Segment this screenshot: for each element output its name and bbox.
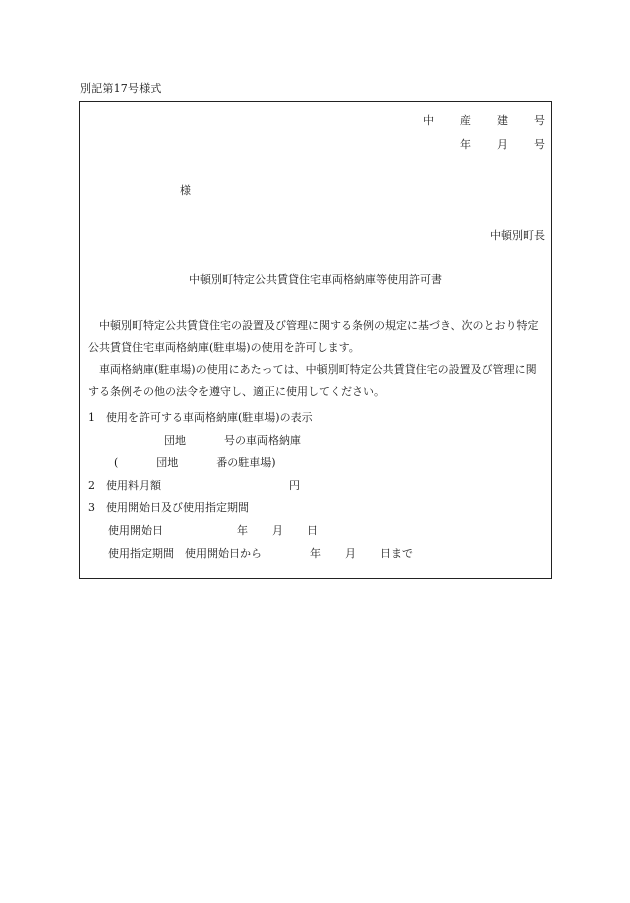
item-1-heading: 1 使用を許可する車両格納庫(駐車場)の表示 bbox=[88, 411, 313, 424]
end-date-month: 月 bbox=[345, 547, 356, 560]
form-number-label: 別記第17号様式 bbox=[80, 82, 162, 95]
body-paragraph-1: 中頓別町特定公共賃貸住宅の設置及び管理に関する条例の規定に基づき、次のとおり特定公共賃貸住宅車両格納庫(駐車場)の使用を許可します。 bbox=[88, 319, 539, 354]
issue-date-line bbox=[460, 136, 545, 152]
garage-line bbox=[164, 432, 301, 448]
reference-char-1: 中 bbox=[423, 114, 434, 127]
issue-date-day: 号 bbox=[534, 138, 545, 151]
parking-suffix: 番の駐車場) bbox=[216, 456, 276, 469]
monthly-fee-unit: 円 bbox=[289, 479, 300, 492]
start-date-year: 年 bbox=[237, 524, 248, 537]
permit-document-frame bbox=[79, 101, 552, 579]
reference-char-3: 建 bbox=[497, 114, 508, 127]
start-date-month: 月 bbox=[272, 524, 283, 537]
issue-date-year: 年 bbox=[460, 138, 471, 151]
garage-suffix: 号の車両格納庫 bbox=[224, 434, 301, 447]
end-date-day: 日まで bbox=[380, 547, 413, 560]
parking-danchi-label: 団地 bbox=[156, 456, 179, 469]
start-date-day: 日 bbox=[307, 524, 318, 537]
reference-char-2: 産 bbox=[460, 114, 471, 127]
reference-char-4: 号 bbox=[534, 114, 545, 127]
issue-date-month: 月 bbox=[497, 138, 508, 151]
start-date-label: 使用開始日 bbox=[108, 524, 163, 537]
item-2-heading: 2 使用料月額 bbox=[88, 479, 161, 492]
end-date-year: 年 bbox=[310, 547, 321, 560]
start-date-line bbox=[108, 522, 318, 538]
garage-danchi-label: 団地 bbox=[164, 434, 186, 447]
issuer-name: 中頓別町長 bbox=[490, 229, 545, 242]
reference-number-line bbox=[423, 112, 545, 128]
period-line bbox=[108, 545, 413, 561]
period-label: 使用指定期間 使用開始日から bbox=[108, 547, 262, 560]
item-3-heading: 3 使用開始日及び使用指定期間 bbox=[88, 501, 249, 514]
document-title: 中頓別町特定公共賃貸住宅車両格納庫等使用許可書 bbox=[189, 273, 442, 286]
parking-open-paren: ( bbox=[114, 456, 119, 469]
item-2-line bbox=[88, 477, 300, 493]
parking-line bbox=[114, 454, 276, 470]
addressee-honorific: 様 bbox=[180, 184, 191, 197]
body-paragraph-2: 車両格納庫(駐車場)の使用にあたっては、中頓別町特定公共賃貸住宅の設置及び管理に関する条例その他の法令を遵守し、適正に使用してください。 bbox=[88, 363, 537, 398]
